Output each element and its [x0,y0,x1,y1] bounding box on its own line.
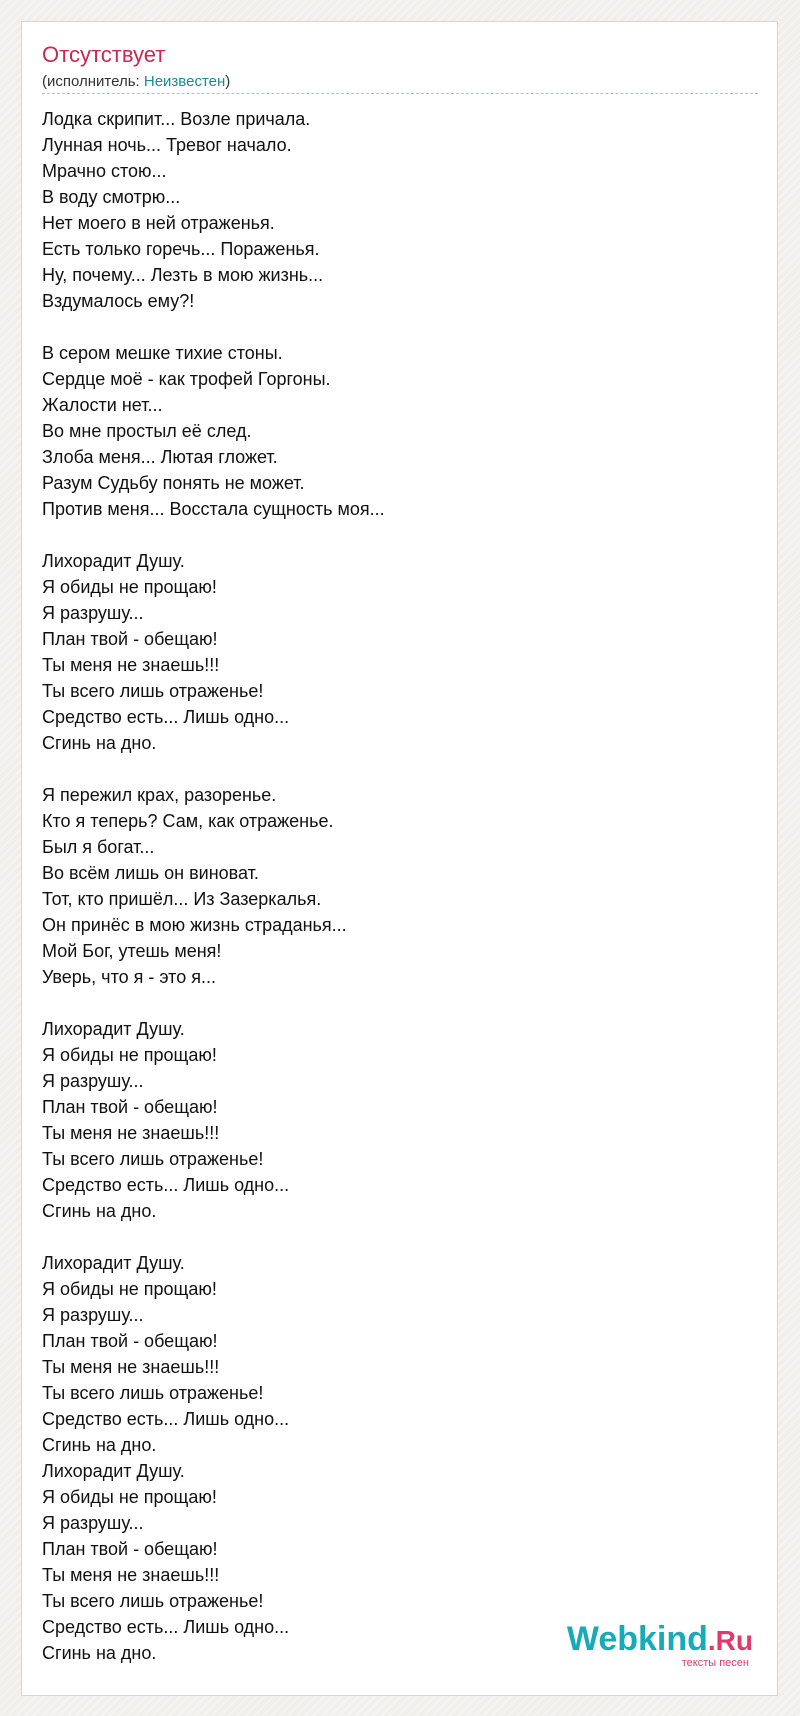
lyric-line: Я обиды не прощаю! [42,1045,217,1065]
lyric-line: Ты всего лишь отраженье! [42,681,264,701]
lyric-line: Ну, почему... Лезть в мою жизнь... [42,265,324,285]
lyric-line: Ты всего лишь отраженье! [42,1591,264,1611]
lyrics-stanza [42,1016,758,1224]
lyric-line: Мой Бог, утешь меня! [42,941,222,961]
lyric-line: Ты меня не знаешь!!! [42,655,220,675]
performer-suffix: ) [225,73,231,90]
lyric-line: Нет моего в ней отраженья. [42,213,275,233]
lyric-line: Злоба меня... Лютая гложет. [42,447,278,467]
site-logo[interactable] [553,1619,753,1673]
lyric-line: План твой - обещаю! [42,1331,218,1351]
lyric-line: Тот, кто пришёл... Из Зазеркалья. [42,889,322,909]
lyrics-stanza [42,782,758,990]
lyric-line: Сгинь на дно. [42,1435,157,1455]
lyric-line: Ты меня не знаешь!!! [42,1565,220,1585]
lyric-line: Вздумалось ему?! [42,291,195,311]
lyric-line: Средство есть... Лишь одно... [42,1175,290,1195]
lyric-line: Жалости нет... [42,395,163,415]
performer-link[interactable]: Неизвестен [143,73,226,90]
lyric-line: Есть только горечь... Пораженья. [42,239,320,259]
lyric-line: Ты меня не знаешь!!! [42,1123,220,1143]
lyrics-stanza [42,548,758,756]
lyric-line: Средство есть... Лишь одно... [42,1617,290,1637]
lyric-line: Я обиды не прощаю! [42,577,217,597]
lyric-line: Сгинь на дно. [42,1643,157,1663]
lyric-line: Я разрушу... [42,603,144,623]
lyric-line: План твой - обещаю! [42,629,218,649]
lyric-line: Кто я теперь? Сам, как отраженье. [42,811,334,831]
lyric-line: Лихорадит Душу. [42,1253,185,1273]
lyric-line: Средство есть... Лишь одно... [42,1409,290,1429]
lyric-line: План твой - обещаю! [42,1097,218,1117]
lyric-line: Против меня... Восстала сущность моя... [42,499,385,519]
lyric-line: Я пережил крах, разоренье. [42,785,277,805]
lyric-line: Ты меня не знаешь!!! [42,1357,220,1377]
logo-tld-text: .Ru [707,1625,753,1656]
lyric-line: Во всём лишь он виноват. [42,863,259,883]
lyric-line: Сердце моё - как трофей Горгоны. [42,369,331,389]
lyric-line: Лодка скрипит... Возле причала. [42,109,311,129]
lyric-line: Сгинь на дно. [42,1201,157,1221]
lyric-line: Ты всего лишь отраженье! [42,1149,264,1169]
lyric-line: План твой - обещаю! [42,1539,218,1559]
lyric-line: Я разрушу... [42,1513,144,1533]
lyric-line: Мрачно стою... [42,161,167,181]
lyric-line: Лихорадит Душу. [42,551,185,571]
lyric-line: Я обиды не прощаю! [42,1279,217,1299]
lyrics-text [42,106,758,1666]
lyrics-stanza [42,1250,758,1666]
lyric-line: Ты всего лишь отраженье! [42,1383,264,1403]
lyric-line: Разум Судьбу понять не может. [42,473,305,493]
lyric-line: Сгинь на дно. [42,733,157,753]
lyric-line: В сером мешке тихие стоны. [42,343,283,363]
lyric-line: Лунная ночь... Тревог начало. [42,135,292,155]
lyric-line: Лихорадит Душу. [42,1019,185,1039]
lyric-line: Средство есть... Лишь одно... [42,707,290,727]
logo-brand-text: Webkind [566,1620,708,1658]
lyric-line: Был я богат... [42,837,155,857]
logo-wordmark [567,1619,753,1661]
logo-tagline: тексты песен [681,1657,749,1669]
lyric-line: Я разрушу... [42,1305,144,1325]
header-divider [42,93,758,94]
lyric-line: Я разрушу... [42,1071,144,1091]
song-title: Отсутствует [42,42,166,67]
lyrics-stanza [42,106,758,314]
lyric-line: Лихорадит Душу. [42,1461,185,1481]
lyric-line: Уверь, что я - это я... [42,967,216,987]
lyric-line: В воду смотрю... [42,187,181,207]
lyric-line: Он принёс в мою жизнь страданья... [42,915,347,935]
performer-prefix: (исполнитель: [42,73,144,90]
lyric-line: Во мне простыл её след. [42,421,252,441]
lyrics-stanza [42,340,758,522]
lyric-line: Я обиды не прощаю! [42,1487,217,1507]
lyrics-card [21,21,778,1696]
performer-line [42,73,230,91]
